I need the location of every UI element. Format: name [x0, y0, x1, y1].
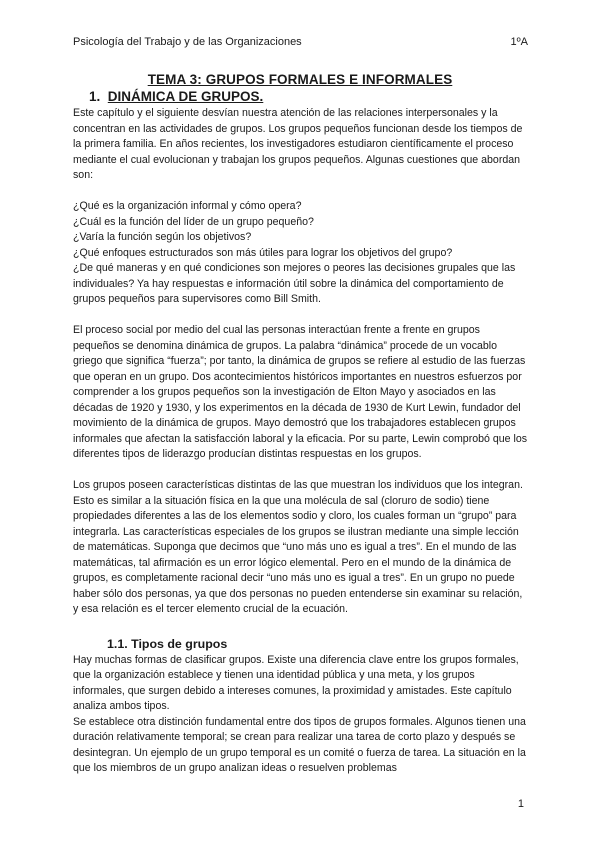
document-body — [73, 106, 529, 777]
question-3: ¿Varía la función según los objetivos? — [73, 231, 252, 243]
question-4: ¿Qué enfoques estructurados son más útiles para lograr los objetivos del grupo? — [73, 246, 453, 259]
subsection-heading: 1.1. Tipos de grupos — [107, 637, 228, 651]
paragraph-group-dynamics: El proceso social por medio del cual las personas interactúan frente a frente en grupos pequeños se denomina dinámica de grupos. La palabra “dinámica” procede de un vocablo griego que significa “fuerza”; por tanto, la dinámica de grupos se refiere al estudio de las fuerzas que operan en un grupo. Dos acontecimientos históricos importantes en nuestros esfuerzos por comprender a los grupos pequeños son la investigación de Elton Mayo y asociados en las décadas de 1920 y 1930, y los experimentos en la década de 1930 de Kurt Lewin, fundador del movimiento de la dinámica de grupos. Mayo demostró que los trabajadores establecen grupos informales que afectan la satisfacción laboral y la eficacia. Por su parte, Lewin comprobó que los diferentes tipos de liderazgo producían distintas respuestas en los grupos. — [73, 324, 528, 460]
section-title: DINÁMICA DE GRUPOS. — [107, 89, 264, 104]
paragraph-group-types: Hay muchas formas de clasificar grupos. Existe una diferencia clave entre los grupos formales, que la organización establece y tienen una identidad pública y una meta, y los grupos informales, que surgen debido a intereses comunes, la proximidad y amistades. Este capítulo analiza ambos tipos. — [73, 653, 519, 712]
question-1: ¿Qué es la organización informal y cómo opera? — [73, 200, 302, 212]
section-number: 1. — [89, 89, 101, 104]
question-5: ¿De qué maneras y en qué condiciones son mejores o peores las decisiones grupales que las individuales? Ya hay respuestas e información útil sobre la dinámica del comportamiento de grupos pequeños para supervisores como Bill Smith. — [73, 262, 516, 305]
paragraph-intro: Este capítulo y el siguiente desvían nuestra atención de las relaciones interpersonales y la concentran en las actividades de grupos. Los grupos pequeños funcionan desde los tiempos de la primera familia. En años recientes, los investigadores estudiaron científicamente el proceso mediante el cual evolucionan y trabajan los grupos pequeños. Algunas cuestiones que abordan son: — [73, 107, 523, 181]
section-heading — [89, 89, 263, 104]
question-2: ¿Cuál es la función del líder de un grupo pequeño? — [73, 215, 314, 228]
header-group: 1ºA — [510, 36, 528, 48]
page-number: 1 — [517, 798, 524, 810]
header-course-title: Psicología del Trabajo y de las Organizaciones — [73, 36, 302, 48]
document-title: TEMA 3: GRUPOS FORMALES E INFORMALES — [147, 72, 453, 87]
paragraph-group-characteristics: Los grupos poseen características distintas de las que muestran los individuos que los integran. Esto es similar a la situación física en la que una molécula de sal (cloruro de sodio) tiene propiedades diferentes a las de los elementos sodio y cloro, los cuales forman un “grupo” para integrarla. Las características especiales de los grupos se ilustran mediante una simple lección de matemáticas. Suponga que decimos que “uno más uno es igual a tres”. En el mundo de las matemáticas, tal afirmación es un error lógico elemental. Pero en el mundo de la dinámica de grupos, es completamente racional decir “uno más uno es igual a tres”. En un grupo no puede haber sólo dos personas, ya que dos personas no pueden entenderse sin examinar su relación, y esa relación es el tercer elemento crucial de la ecuación. — [73, 479, 523, 615]
paragraph-formal-groups: Se establece otra distinción fundamental entre dos tipos de grupos formales. Algunos tienen una duración relativamente temporal; se crean para realizar una tarea de corto plazo y después se desintegran. Un ejemplo de un grupo temporal es un comité o fuerza de tarea. La situación en la que los miembros de un grupo analizan ideas o resuelven problemas — [73, 715, 526, 774]
